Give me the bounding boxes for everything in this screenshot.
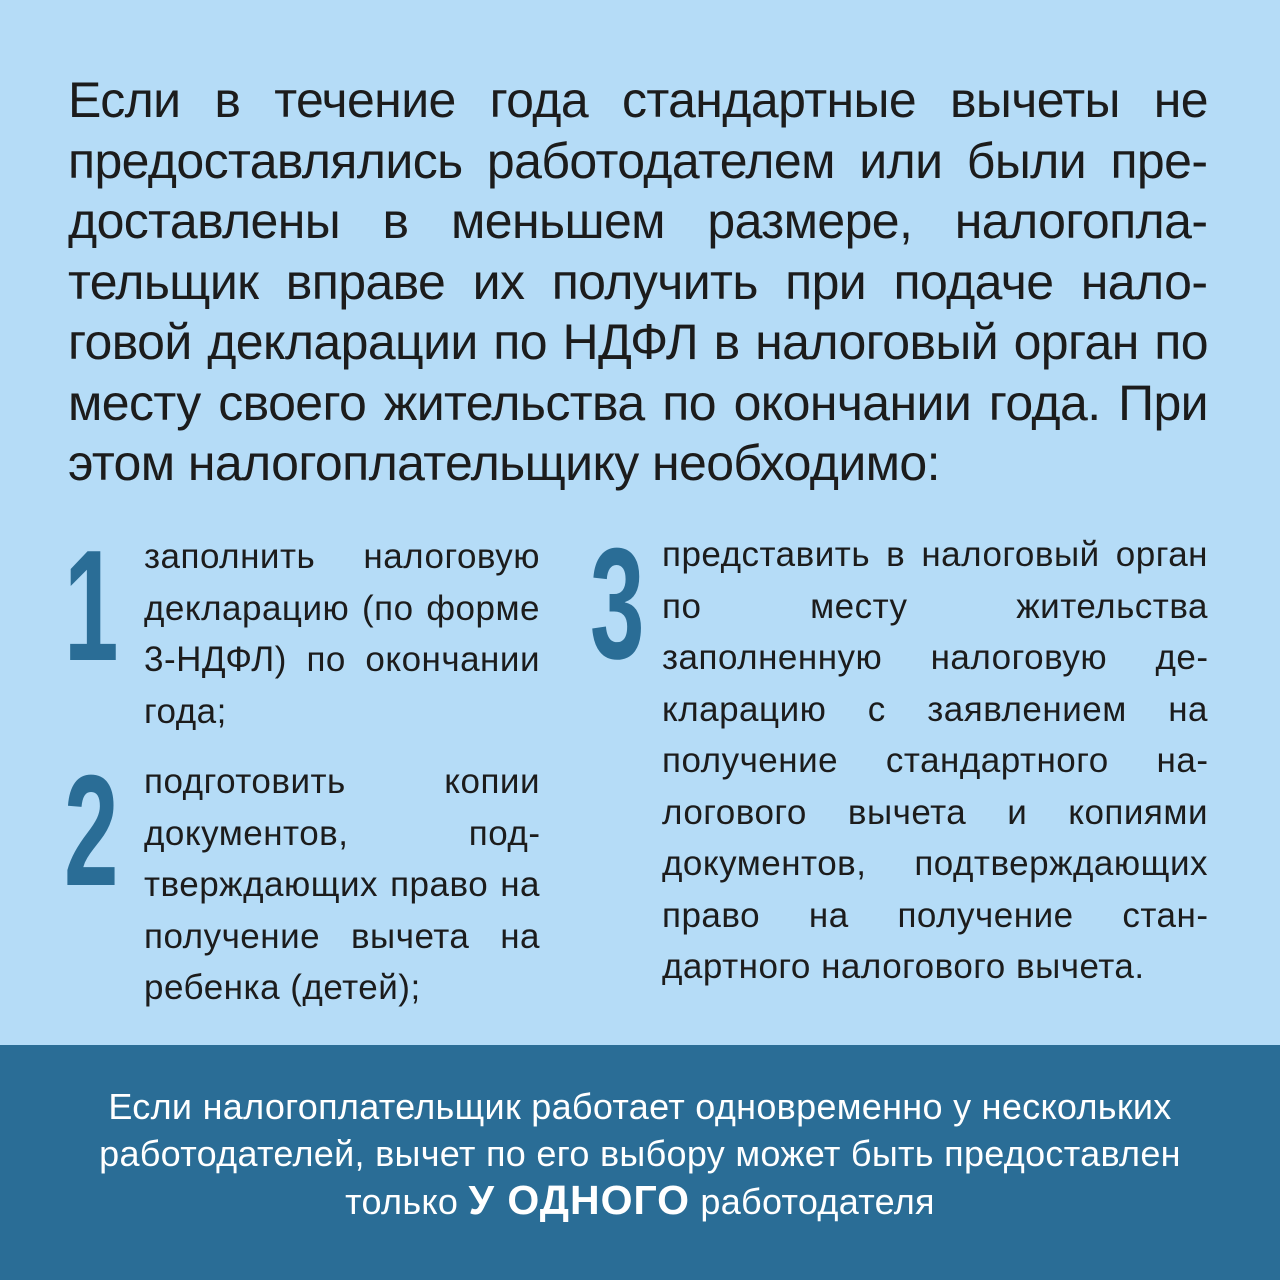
- note-banner: [0, 1045, 1280, 1280]
- intro-paragraph: Если в течение года стандартные вычеты не предоставлялись работодателем или были предоставлены в меньшем размере, налогоплательщик вправе их получить при подаче налоговой декларации по НДФЛ в налоговый орган по месту своего жительства по окончании года. При этом налогоплательщику необходимо:: [68, 72, 1208, 491]
- step-1: [64, 518, 540, 731]
- step-text: подготовить копии документов, подтверждающих право на получение вычета на ребенка (детей);: [144, 762, 540, 1007]
- step-number: 1: [64, 518, 119, 694]
- step-3: [590, 516, 1208, 986]
- note-text-before: Если налогоплательщик работает одновременно у нескольких работодателей, вычет по его выбору может быть предоставлен только: [99, 1086, 1181, 1222]
- note-emphasis: У ОДНОГО: [468, 1177, 691, 1223]
- step-text: представить в налоговый орган по месту жительства заполненную налоговую декларацию с заявлением на получение стандартного налогового вычета и копиями документов, подтверждающих право на получение стандартного налогового вычета.: [662, 535, 1208, 986]
- step-number: 3: [590, 516, 645, 692]
- note-text-after: работодателя: [700, 1181, 935, 1222]
- step-2: [64, 743, 540, 1007]
- step-text: заполнить налоговую декларацию (по форме 3-НДФЛ) по окончании года;: [144, 537, 540, 731]
- note-text: [40, 1083, 1240, 1225]
- step-number: 2: [64, 743, 119, 919]
